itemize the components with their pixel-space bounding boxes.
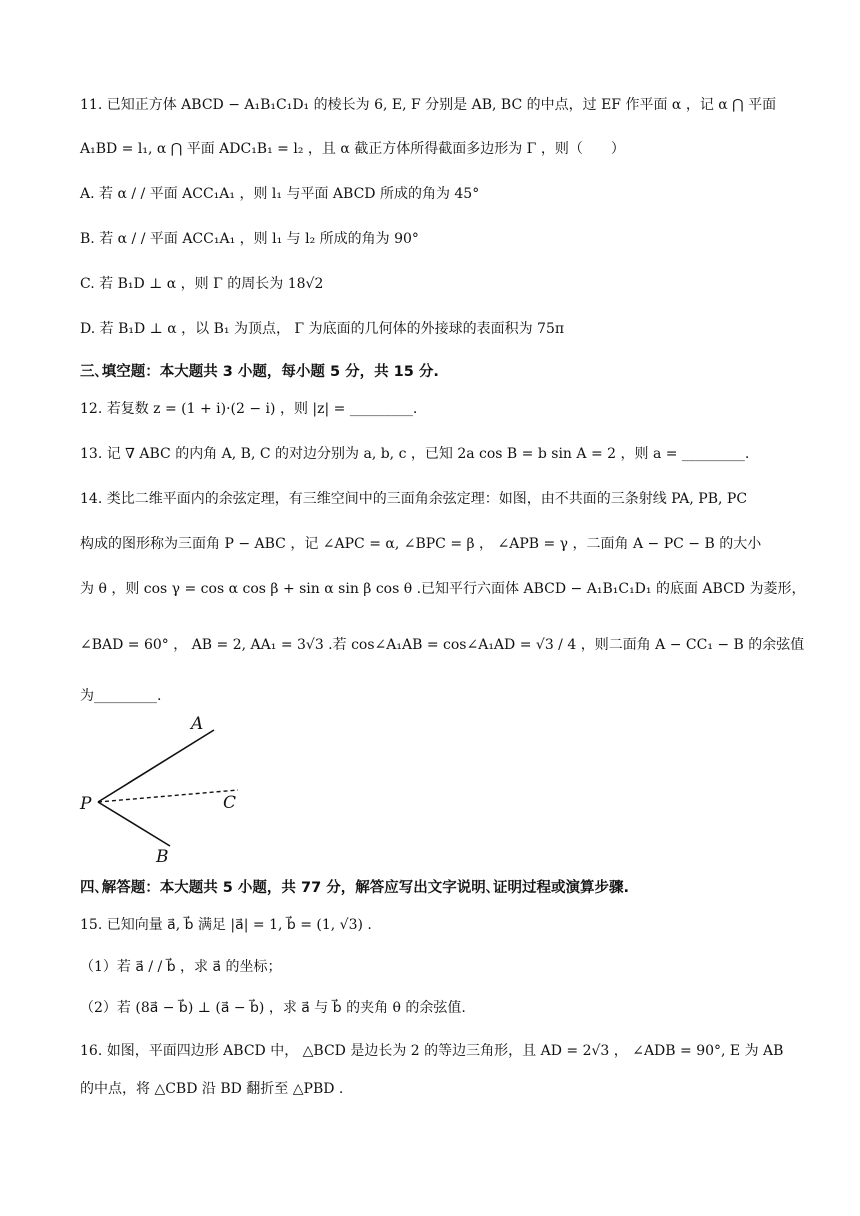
q11-line-2: A₁BD = l₁, α ⋂ 平面 ADC₁B₁ = l₂ ，且 α 截正方体所得截面多边形为 Γ ，则（ ） <box>80 141 625 157</box>
trihedral-angle-figure <box>78 710 258 870</box>
q11-option-d: D. 若 B₁D ⊥ α ，以 B₁ 为顶点， Γ 为底面的几何体的外接球的表面积为 75π <box>80 321 565 337</box>
q11-option-a: A. 若 α / / 平面 ACC₁A₁ ，则 l₁ 与平面 ABCD 所成的角为 45° <box>80 186 480 202</box>
q15-line-1: 15. 已知向量 a⃗, b⃗ 满足 |a⃗| = 1, b⃗ = (1, √3) . <box>80 917 372 933</box>
q13: 13. 记 ∇ ABC 的内角 A, B, C 的对边分别为 a, b, c ，已知 2a cos B = b sin A = 2 ，则 a = _________. <box>80 446 750 462</box>
q16-line-2: 的中点，将 △CBD 沿 BD 翻折至 △PBD . <box>80 1081 344 1097</box>
q14-line-5: 为_________. <box>80 688 162 704</box>
label-a: A <box>191 714 204 734</box>
q16-line-1: 16. 如图，平面四边形 ABCD 中， △BCD 是边长为 2 的等边三角形，且 AD = 2√3 ， ∠ADB = 90°, E 为 AB <box>80 1043 784 1059</box>
ray-pa <box>98 730 214 802</box>
label-c: C <box>223 793 237 813</box>
q14-line-2: 构成的图形称为三面角 P − ABC ，记 ∠APC = α, ∠BPC = β ， ∠APB = γ ，二面角 A − PC − B 的大小 <box>80 536 762 552</box>
q14-line-4: ∠BAD = 60° ， AB = 2, AA₁ = 3√3 .若 cos∠A₁AB = cos∠A₁AD = √3 / 4 ，则二面角 A − CC₁ − B 的余弦值 <box>80 637 805 653</box>
q15-part-2: （2）若 (8a⃗ − b⃗) ⊥ (a⃗ − b⃗) ，求 a⃗ 与 b⃗ 的夹角 θ 的余弦值. <box>80 1000 466 1016</box>
ray-pb <box>98 802 170 846</box>
q11-line-1: 11. 已知正方体 ABCD − A₁B₁C₁D₁ 的棱长为 6, E, F 分别是 AB, BC 的中点，过 EF 作平面 α ，记 α ⋂ 平面 <box>80 97 777 113</box>
q11-option-c: C. 若 B₁D ⊥ α ，则 Γ 的周长为 18√2 <box>80 276 324 292</box>
section-3-heading: 三､填空题：本大题共 3 小题，每小题 5 分，共 15 分. <box>80 364 439 380</box>
q15-part-1: （1）若 a⃗ / / b⃗ ，求 a⃗ 的坐标； <box>80 959 282 975</box>
q12: 12. 若复数 z = (1 + i)·(2 − i) ，则 |z| = _________. <box>80 401 418 417</box>
q14-line-3: 为 θ ，则 cos γ = cos α cos β + sin α sin β cos θ .已知平行六面体 ABCD − A₁B₁C₁D₁ 的底面 ABCD 为菱形， <box>80 581 806 597</box>
q11-option-b: B. 若 α / / 平面 ACC₁A₁ ，则 l₁ 与 l₂ 所成的角为 90° <box>80 231 419 247</box>
section-4-heading: 四､解答题：本大题共 5 小题，共 77 分，解答应写出文字说明､证明过程或演算步骤. <box>80 880 629 896</box>
q14-line-1: 14. 类比二维平面内的余弦定理，有三维空间中的三面角余弦定理：如图，由不共面的三条射线 PA, PB, PC <box>80 491 748 507</box>
label-b: B <box>156 847 169 867</box>
label-p: P <box>80 794 92 814</box>
ray-pc-dashed <box>98 790 238 802</box>
